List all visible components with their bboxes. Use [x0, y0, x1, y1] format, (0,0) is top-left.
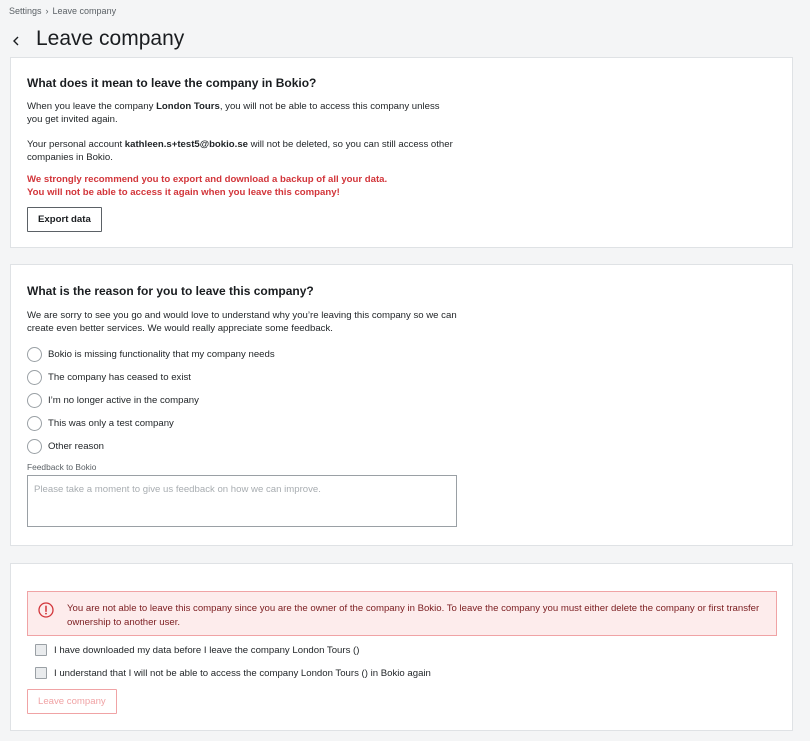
breadcrumb-settings-link[interactable]: Settings [9, 6, 42, 16]
feedback-label: Feedback to Bokio [27, 462, 97, 472]
text-fragment: , you will not be able to access this company unless you get invited again. [27, 101, 440, 125]
breadcrumb-separator: › [45, 6, 49, 16]
back-button[interactable] [9, 34, 23, 48]
checkbox[interactable] [35, 644, 47, 656]
reason-label: Other reason [48, 441, 104, 452]
chevron-left-icon [12, 36, 20, 46]
checkbox[interactable] [35, 667, 47, 679]
account-info-paragraph [27, 139, 457, 164]
reason-option[interactable] [27, 343, 275, 366]
leave-info-card [10, 57, 793, 248]
reason-option[interactable] [27, 412, 275, 435]
checkbox-label: I have downloaded my data before I leave the company London Tours () [54, 644, 360, 656]
breadcrumb [9, 6, 116, 16]
section-title-meaning: What does it mean to leave the company in Bokio? [27, 76, 317, 90]
export-data-button[interactable]: Export data [27, 207, 102, 232]
text-fragment: Your personal account [27, 139, 125, 150]
reason-label: I’m no longer active in the company [48, 395, 199, 406]
section-title-reason: What is the reason for you to leave this company? [27, 284, 314, 298]
reason-label: The company has ceased to exist [48, 372, 191, 383]
reason-radio-group [27, 343, 275, 458]
page-header [9, 27, 184, 51]
text-fragment: When you leave the company [27, 101, 157, 112]
text-fragment: will not be deleted, so you can still access other companies in Bokio. [27, 139, 453, 163]
reason-option[interactable] [27, 435, 275, 458]
reason-option[interactable] [27, 366, 275, 389]
owner-alert [27, 591, 777, 636]
alert-message: You are not able to leave this company since you are the owner of the company in Bokio. To leave the company you must either delete the company or first transfer ownership to another user. [67, 603, 760, 628]
leave-info-paragraph [27, 101, 457, 126]
radio-button[interactable] [27, 370, 42, 385]
reason-label: Bokio is missing functionality that my company needs [48, 349, 275, 360]
company-name: London Tours [156, 101, 220, 112]
warning-line: We strongly recommend you to export and download a backup of all your data. [27, 174, 388, 185]
radio-button[interactable] [27, 393, 42, 408]
leave-reason-card [10, 264, 793, 546]
radio-button[interactable] [27, 347, 42, 362]
backup-warning [27, 174, 457, 199]
radio-button[interactable] [27, 439, 42, 454]
reason-label: This was only a test company [48, 418, 174, 429]
reason-option[interactable] [27, 389, 275, 412]
feedback-textarea[interactable] [27, 475, 457, 527]
understand-checkbox-row[interactable] [35, 667, 431, 679]
warning-line: You will not be able to access it again when you leave this company! [27, 186, 340, 198]
user-email: kathleen.s+test5@bokio.se [124, 139, 248, 150]
leave-company-button[interactable]: Leave company [27, 689, 117, 714]
exclamation-circle-icon [38, 602, 54, 618]
page-title: Leave company [36, 27, 185, 50]
breadcrumb-current: Leave company [52, 6, 117, 16]
downloaded-data-checkbox-row[interactable] [35, 644, 359, 656]
checkbox-label: I understand that I will not be able to access the company London Tours () in Bokio again [54, 667, 431, 679]
radio-button[interactable] [27, 416, 42, 431]
leave-confirm-card [10, 563, 793, 731]
reason-intro: We are sorry to see you go and would love to understand why you’re leaving this company so we can create even better services. We would really appreciate some feedback. [27, 310, 457, 334]
